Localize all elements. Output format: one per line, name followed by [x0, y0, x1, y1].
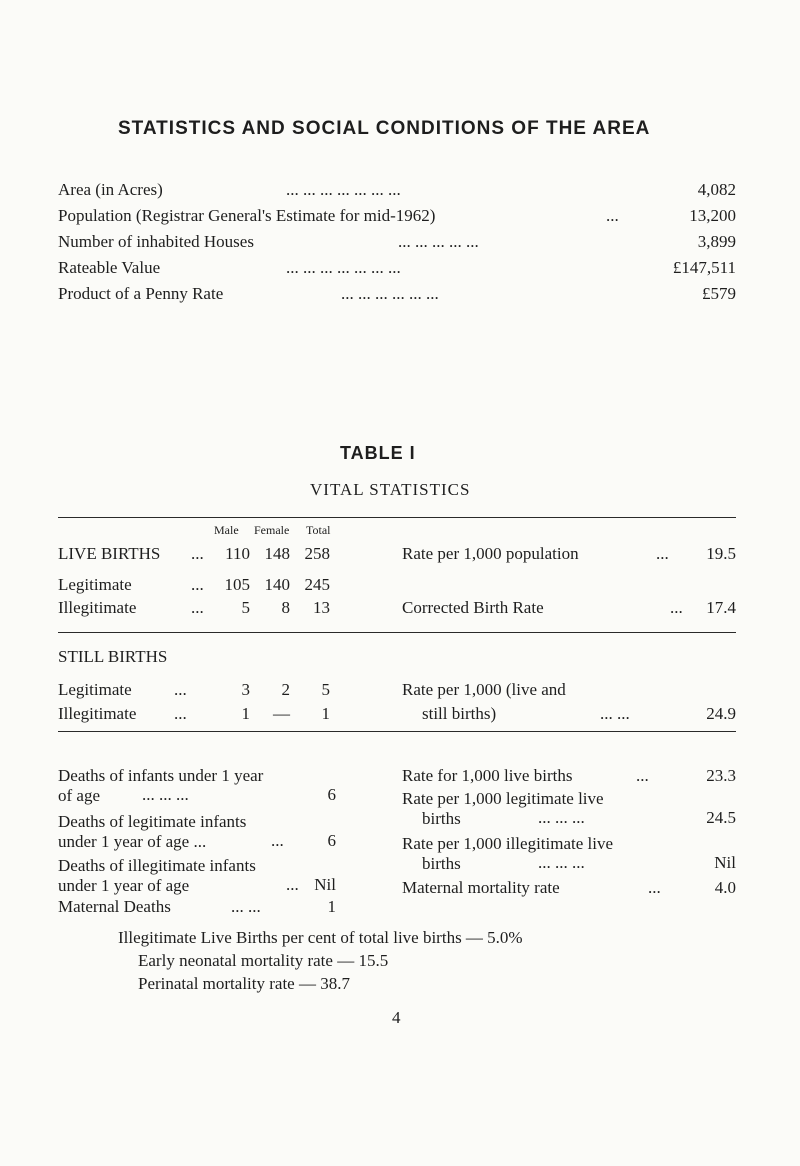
- cell-total: 1: [321, 704, 330, 723]
- top-rule: [58, 517, 736, 518]
- leader-dots: ...: [286, 875, 299, 894]
- rate-value: 17.4: [706, 598, 736, 617]
- page-number: 4: [392, 1008, 401, 1027]
- mortality-rate-item: [402, 789, 736, 829]
- leader-dots: ...: [191, 575, 204, 594]
- area-stat-row: [58, 206, 736, 226]
- leader-dots: ...: [191, 598, 204, 617]
- item-value: 1: [327, 897, 336, 916]
- leader-dots: ... ...: [600, 704, 630, 723]
- table-row: [58, 575, 358, 595]
- item-line-1: Deaths of illegitimate infants: [58, 856, 256, 875]
- leader-dots: ...: [606, 206, 619, 225]
- leader-dots: ... ... ... ... ... ... ...: [286, 258, 401, 277]
- item-value: Nil: [714, 853, 736, 872]
- item-line-1: Rate per 1,000 legitimate live: [402, 789, 604, 808]
- cell-female: 140: [264, 575, 290, 594]
- item-line-2: under 1 year of age: [58, 876, 190, 895]
- stat-label: Area (in Acres): [58, 180, 163, 199]
- bottom-rule: [58, 731, 736, 732]
- row-label: Illegitimate: [58, 704, 137, 723]
- column-header-female: Female: [254, 523, 290, 537]
- area-stat-row: [58, 258, 736, 278]
- cell-total: 245: [304, 575, 330, 594]
- still-birth-rate-label-1: Rate per 1,000 (live and: [402, 680, 566, 699]
- item-value: Nil: [314, 875, 336, 894]
- item-value: 4.0: [714, 878, 736, 897]
- footer-line-illegitimate: Illegitimate Live Births per cent of total live births — 5.0%: [118, 928, 523, 947]
- page-title: STATISTICS AND SOCIAL CONDITIONS OF THE AREA: [118, 118, 651, 139]
- rate-value: 24.9: [706, 704, 736, 723]
- leader-dots: ...: [648, 878, 661, 897]
- stat-label: Rateable Value: [58, 258, 161, 277]
- leader-dots: ...: [174, 680, 187, 699]
- section-rule: [58, 632, 736, 633]
- leader-dots: ... ... ...: [142, 785, 189, 804]
- leader-dots: ... ...: [231, 897, 261, 916]
- stat-label: Number of inhabited Houses: [58, 232, 254, 251]
- footer-line-neonatal: Early neonatal mortality rate — 15.5: [138, 951, 389, 970]
- item-value: 6: [327, 785, 336, 804]
- item-value: 24.5: [706, 808, 736, 827]
- rate-value: 19.5: [706, 544, 736, 563]
- leader-dots: ...: [174, 704, 187, 723]
- leader-dots: ...: [670, 598, 683, 617]
- rate-label: Rate per 1,000 population: [402, 544, 579, 563]
- footer-line-perinatal: Perinatal mortality rate — 38.7: [138, 974, 350, 993]
- leader-dots: ...: [271, 831, 284, 850]
- row-label: Illegitimate: [58, 598, 137, 617]
- leader-dots: ...: [636, 766, 649, 785]
- cell-male: 105: [224, 575, 250, 594]
- death-item: [58, 766, 336, 806]
- stat-value: 4,082: [697, 180, 736, 199]
- column-header-total: Total: [306, 523, 331, 537]
- cell-male: 3: [241, 680, 250, 699]
- item-value: 23.3: [706, 766, 736, 785]
- item-line-2: of age: [58, 786, 101, 805]
- item-line-2: births: [422, 854, 461, 873]
- leader-dots: ...: [656, 544, 669, 563]
- item-line-1: Rate per 1,000 illegitimate live: [402, 834, 614, 853]
- birth-rate-row: [402, 544, 736, 564]
- mortality-rate-item: [402, 878, 736, 898]
- mortality-rate-item: [402, 834, 736, 874]
- still-birth-rate-row: [422, 704, 736, 724]
- leader-dots: ... ... ... ... ... ...: [341, 284, 439, 303]
- cell-male: 1: [241, 704, 250, 723]
- cell-total: 5: [321, 680, 330, 699]
- death-item: [58, 897, 336, 917]
- stat-value: 3,899: [697, 232, 736, 251]
- section-heading: STILL BIRTHS: [58, 647, 168, 666]
- item-value: 6: [327, 831, 336, 850]
- cell-female: 2: [281, 680, 290, 699]
- death-item: [58, 856, 336, 896]
- mortality-rate-item: [402, 766, 736, 786]
- stat-value: £147,511: [672, 258, 736, 277]
- stat-value: £579: [702, 284, 736, 303]
- item-line-1: Maternal mortality rate: [402, 878, 560, 897]
- item-line-1: Deaths of infants under 1 year: [58, 766, 264, 785]
- area-stat-row: [58, 232, 736, 252]
- birth-rate-row: [402, 598, 736, 618]
- row-label: LIVE BIRTHS: [58, 544, 161, 563]
- rate-label: Corrected Birth Rate: [402, 598, 544, 617]
- cell-male: 5: [241, 598, 250, 617]
- cell-female: 148: [264, 544, 290, 563]
- table-row: [58, 598, 358, 618]
- stat-label: Product of a Penny Rate: [58, 284, 224, 303]
- leader-dots: ... ... ... ... ...: [398, 232, 479, 251]
- leader-dots: ... ... ... ... ... ... ...: [286, 180, 401, 199]
- leader-dots: ... ... ...: [538, 853, 585, 872]
- item-line-2: births: [422, 809, 461, 828]
- stat-label: Population (Registrar General's Estimate for mid-1962): [58, 206, 436, 225]
- area-stat-row: [58, 284, 736, 304]
- rate-label: still births): [422, 704, 497, 723]
- item-line-2: under 1 year of age ...: [58, 832, 207, 851]
- table-row: [58, 680, 358, 700]
- death-item: [58, 812, 336, 852]
- table-subheading: VITAL STATISTICS: [310, 480, 471, 499]
- table-row: [58, 544, 358, 564]
- item-line-1: Rate for 1,000 live births: [402, 766, 573, 785]
- cell-female: 8: [281, 598, 290, 617]
- leader-dots: ... ... ...: [538, 808, 585, 827]
- cell-female: —: [273, 704, 290, 723]
- item-line-1: Maternal Deaths: [58, 897, 171, 916]
- item-line-1: Deaths of legitimate infants: [58, 812, 247, 831]
- cell-male: 110: [225, 544, 250, 563]
- stat-value: 13,200: [689, 206, 736, 225]
- row-label: Legitimate: [58, 680, 132, 699]
- leader-dots: ...: [191, 544, 204, 563]
- cell-total: 258: [304, 544, 330, 563]
- column-header-male: Male: [214, 523, 239, 537]
- table-row: [58, 704, 358, 724]
- area-stat-row: [58, 180, 736, 200]
- table-heading: TABLE I: [340, 443, 416, 463]
- row-label: Legitimate: [58, 575, 132, 594]
- cell-total: 13: [313, 598, 330, 617]
